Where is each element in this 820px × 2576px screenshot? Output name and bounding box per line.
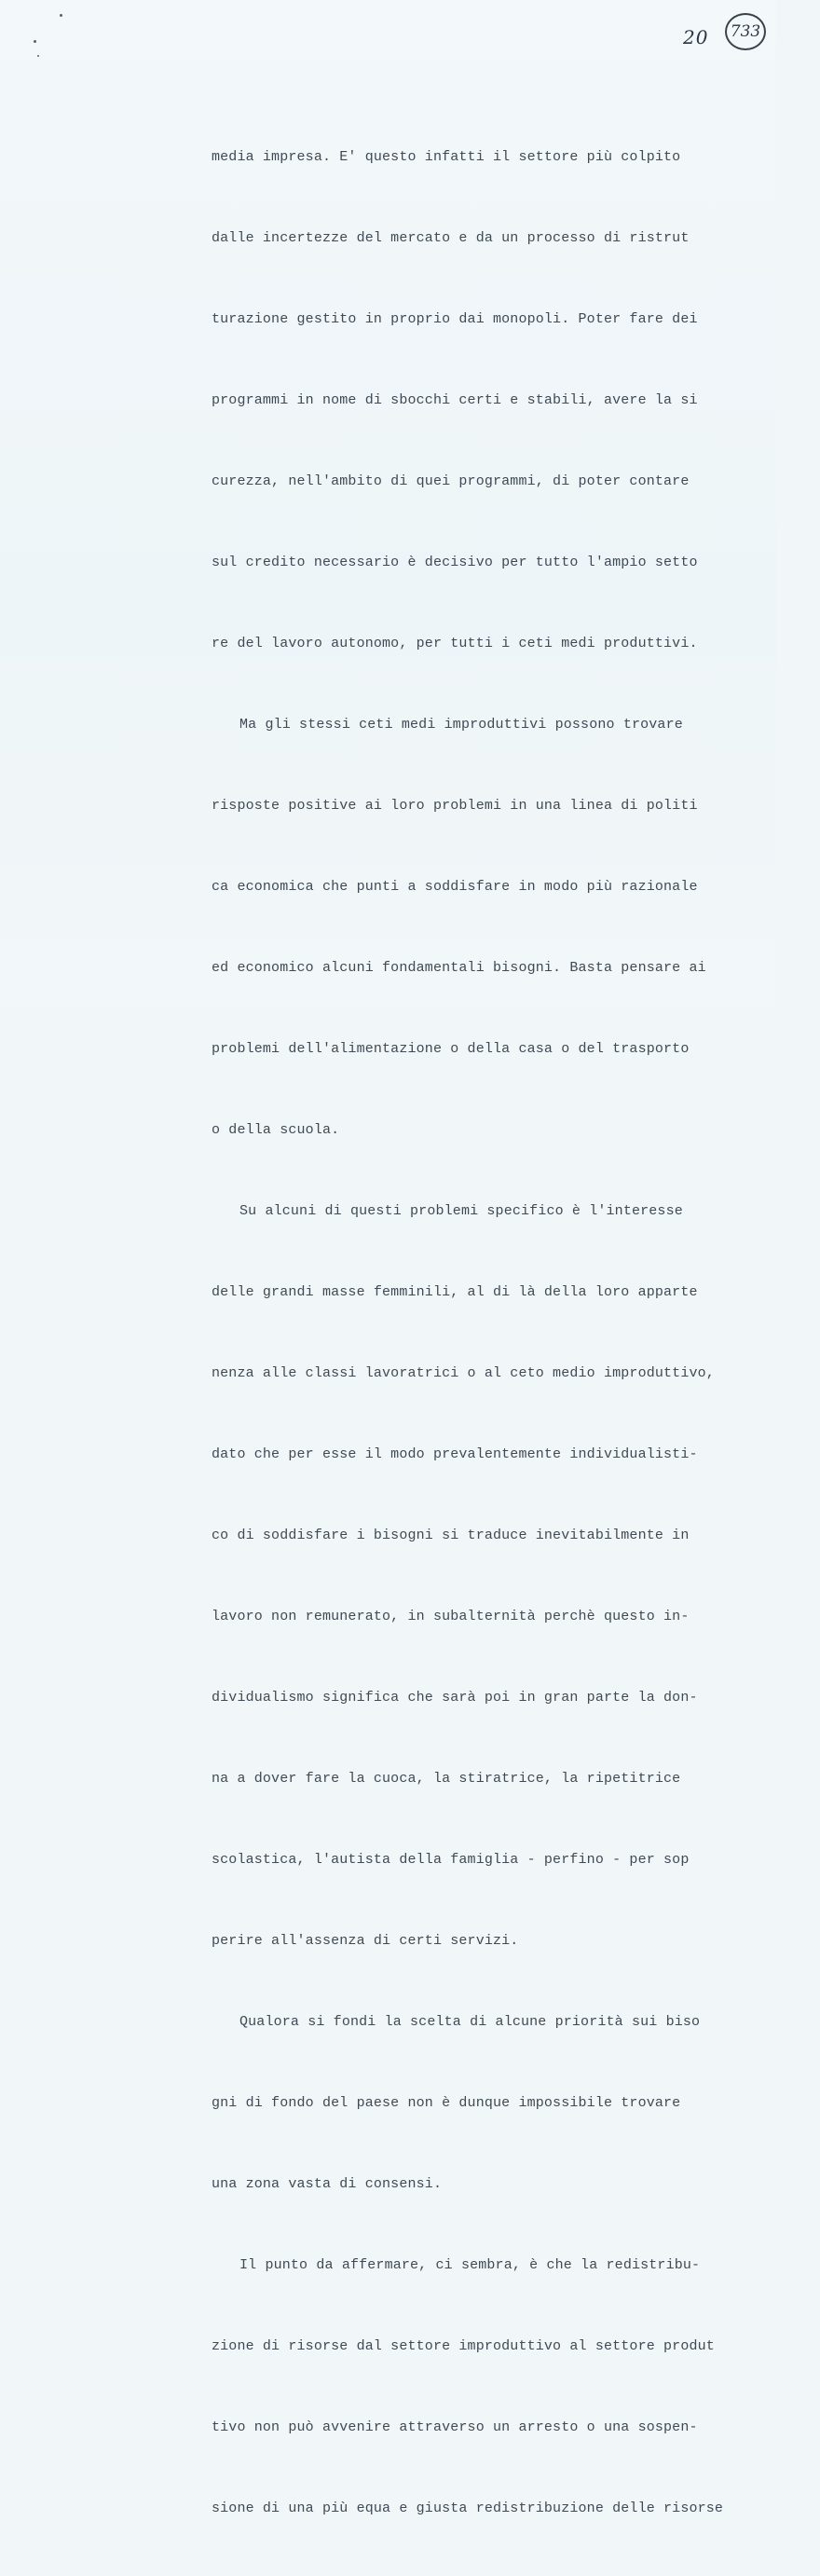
text-line: tivo non può avvenire attraverso un arresto o una sospen- <box>212 2419 698 2435</box>
text-line: ca economica che punti a soddisfare in modo più razionale <box>212 879 698 895</box>
text-line: Qualora si fondi la scelta di alcune priorità sui biso <box>239 2014 701 2030</box>
text-line: perire all'assenza di certi servizi. <box>212 1933 519 1949</box>
text-line: Il punto da affermare, ci sembra, è che la redistribu- <box>239 2257 701 2273</box>
text-line: media impresa. E' questo infatti il settore più colpito <box>212 149 681 165</box>
text-line: sul credito necessario è decisivo per tutto l'ampio setto <box>212 555 698 570</box>
text-line: zione di risorse dal settore improduttivo al settore produt <box>212 2338 715 2354</box>
text-line: sione di una più equa e giusta redistribuzione delle risorse <box>212 2501 724 2516</box>
text-line: o della scuola. <box>212 1122 340 1138</box>
text-line: lavoro non remunerato, in subalternità perchè questo in- <box>212 1609 690 1624</box>
text-line: dato che per esse il modo prevalentemente individualisti- <box>212 1446 698 1462</box>
archive-number-stamp <box>725 13 766 50</box>
text-line: turazione gestito in proprio dai monopoli. Poter fare dei <box>212 311 698 327</box>
text-line: na a dover fare la cuoca, la stiratrice, la ripetitrice <box>212 1771 681 1787</box>
typewritten-text <box>212 89 771 2576</box>
text-line: Ma gli stessi ceti medi improduttivi possono trovare <box>239 717 683 733</box>
paper-speck <box>37 55 39 57</box>
text-line: co di soddisfare i bisogni si traduce inevitabilmente in <box>212 1528 690 1543</box>
text-line: curezza, nell'ambito di quei programmi, di poter contare <box>212 473 690 489</box>
text-line: ed economico alcuni fondamentali bisogni. Basta pensare ai <box>212 960 706 976</box>
handwritten-page-number: 20 <box>683 26 709 48</box>
text-line: programmi in nome di sbocchi certi e stabili, avere la si <box>212 392 698 408</box>
text-line: gni di fondo del paese non è dunque impossibile trovare <box>212 2095 681 2111</box>
text-line: nenza alle classi lavoratrici o al ceto medio improduttivo, <box>212 1365 715 1381</box>
text-line: Su alcuni di questi problemi specifico è l'interesse <box>239 1203 683 1219</box>
text-line: dalle incertezze del mercato e da un processo di ristrut <box>212 230 690 246</box>
text-line: problemi dell'alimentazione o della casa o del trasporto <box>212 1041 690 1057</box>
text-line: delle grandi masse femminili, al di là della loro apparte <box>212 1284 698 1300</box>
archive-number: 733 <box>730 22 761 41</box>
text-line: dividualismo significa che sarà poi in gran parte la don- <box>212 1690 698 1706</box>
text-line: scolastica, l'autista della famiglia - perfino - per sop <box>212 1852 690 1868</box>
text-line: risposte positive ai loro problemi in una linea di politi <box>212 798 698 814</box>
text-line: re del lavoro autonomo, per tutti i ceti medi produttivi. <box>212 636 698 651</box>
text-line: una zona vasta di consensi. <box>212 2176 443 2192</box>
paper-speck <box>60 14 62 17</box>
paper-speck <box>34 40 36 43</box>
